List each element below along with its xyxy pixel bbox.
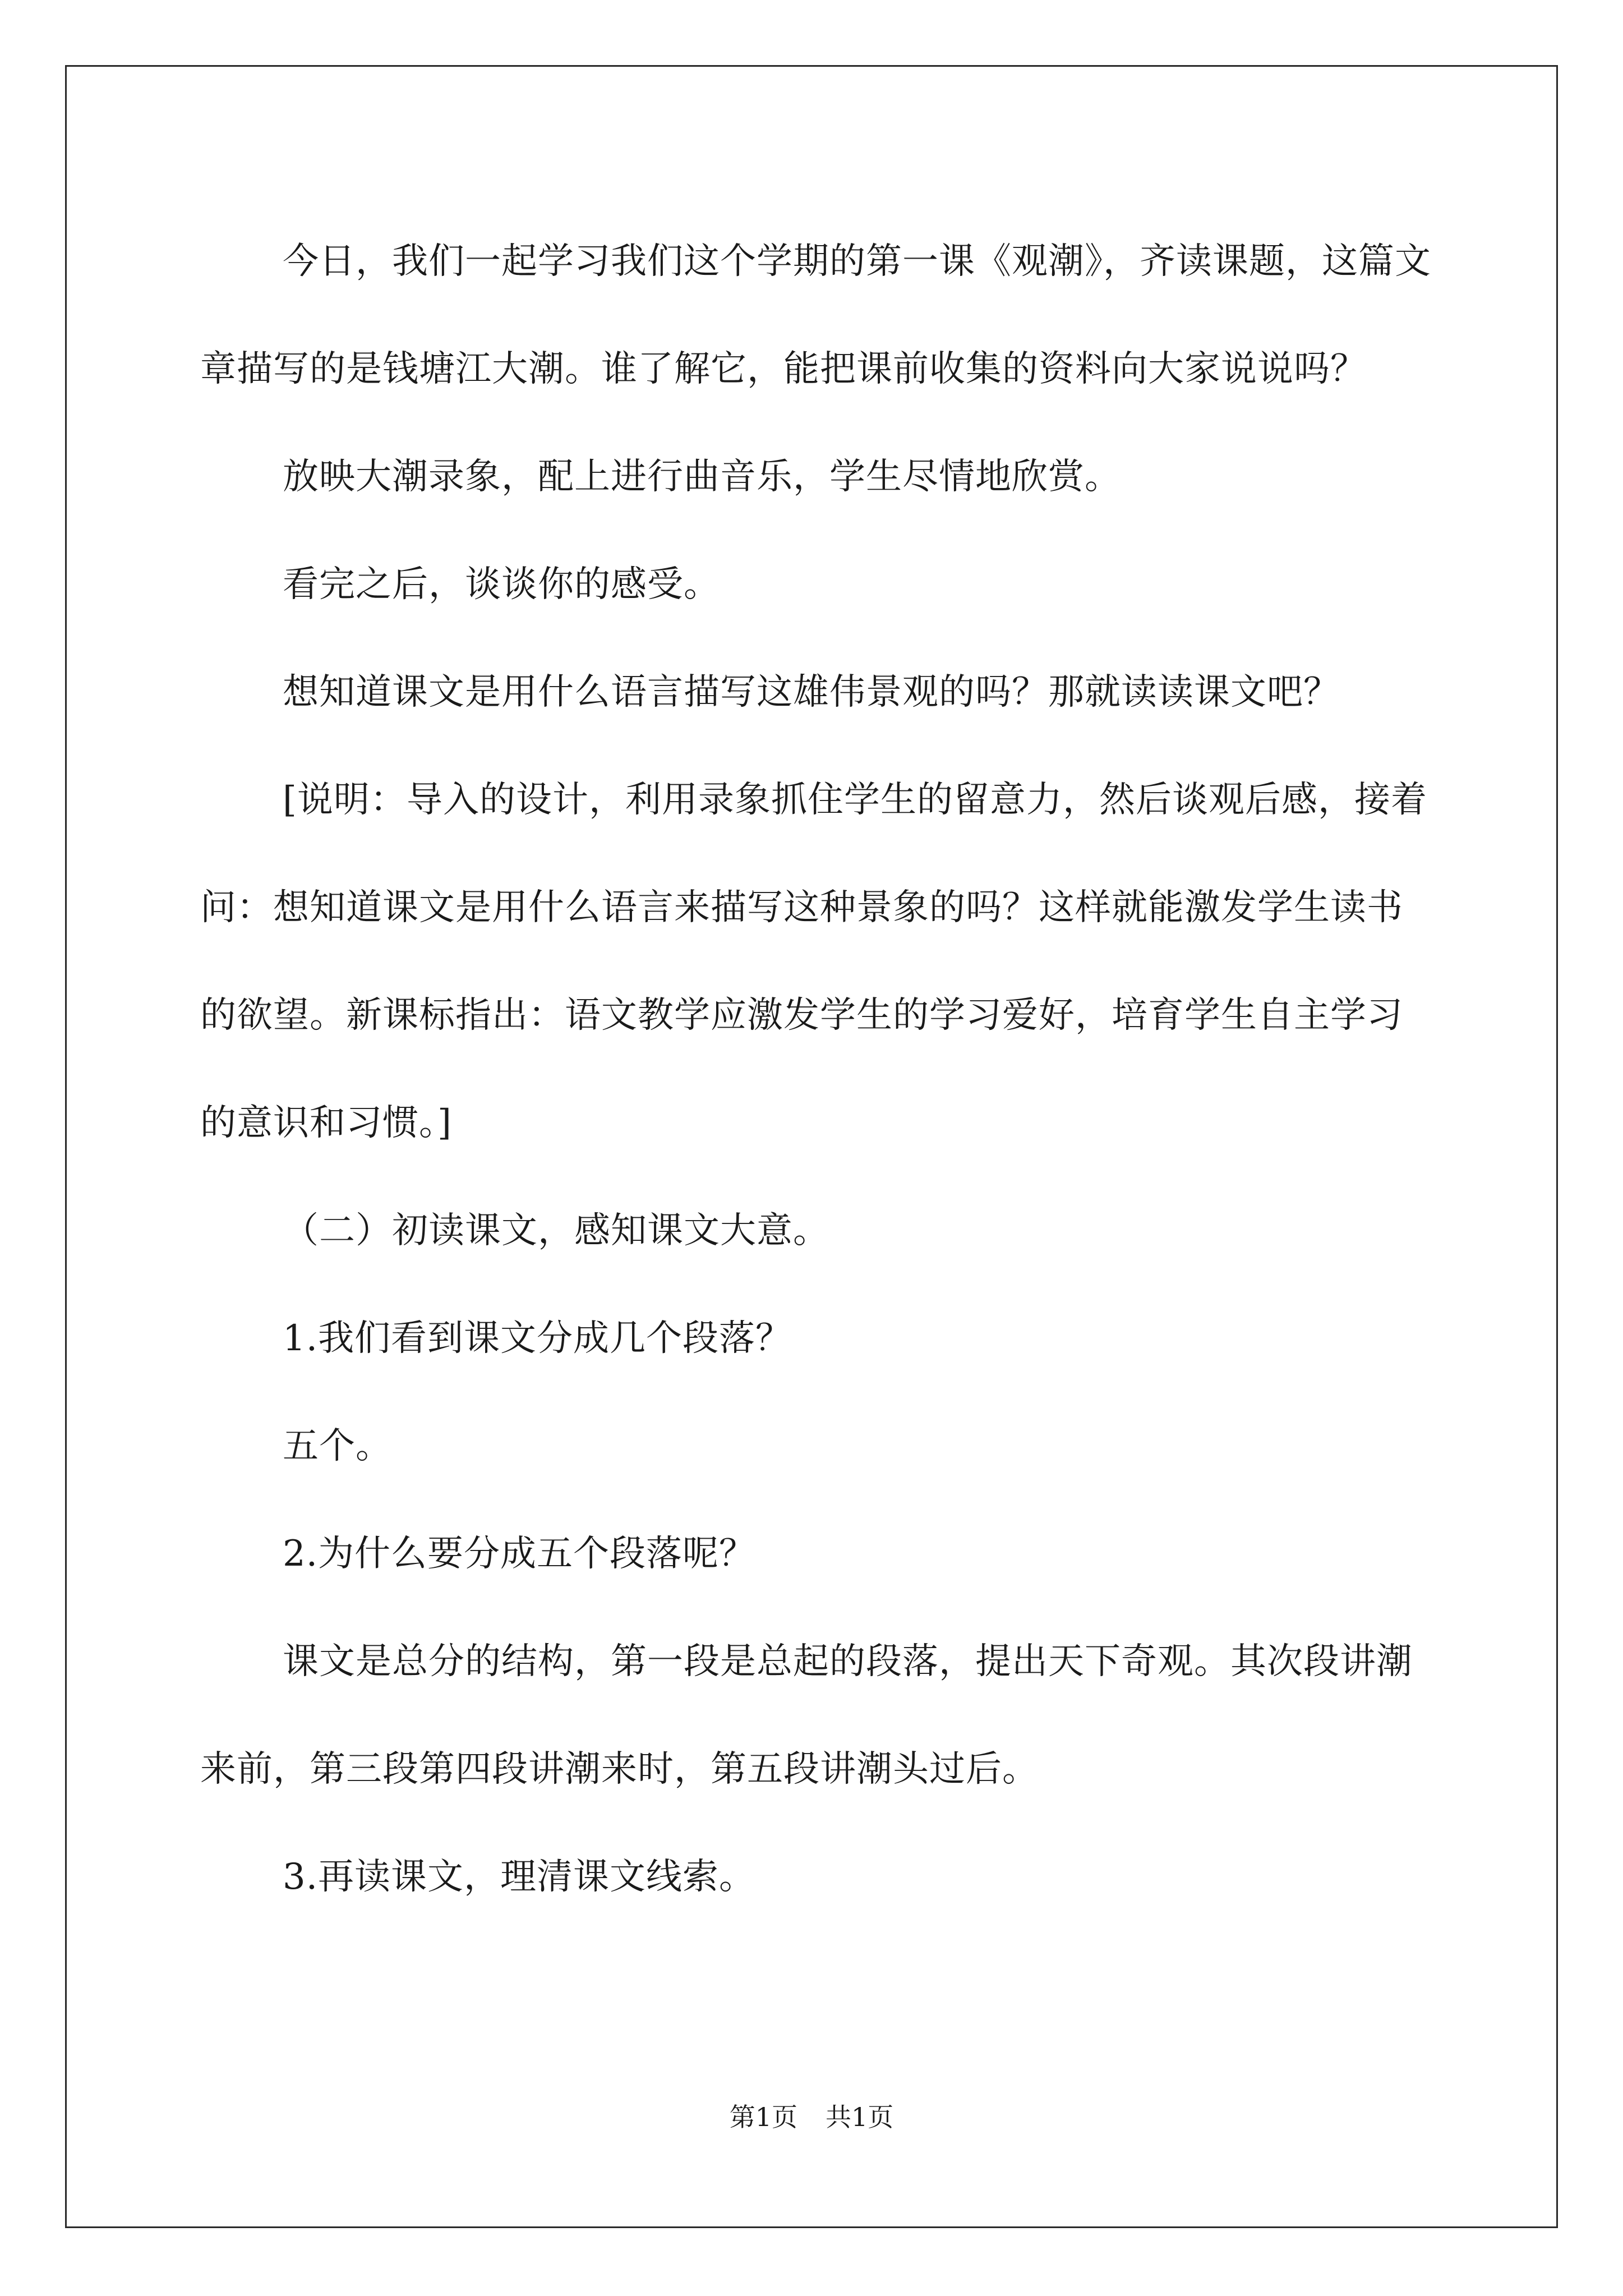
list-item-2: 2.为什么要分成五个段落呢？ [283, 1533, 756, 1575]
section-heading-two: （二）初读课文，感知课文大意。 [283, 1210, 829, 1251]
paragraph-video: 放映大潮录象，配上进行曲音乐，学生尽情地欣赏。 [283, 456, 1121, 498]
answer-2: 课文是总分的结构，第一段是总起的段落，提出天下奇观。其次段讲潮来前，第三段第四段讲潮来时，第五段讲潮头过后。 [200, 1641, 1413, 1790]
paragraph-feelings: 看完之后，谈谈你的感受。 [283, 564, 720, 605]
paragraph-note: [说明：导入的设计，利用录象抓住学生的留意力，然后谈观后感，接着问：想知道课文是用什么语言来描写这种景象的吗？这样就能激发学生读书的欲望。新课标指出：语文教学应激发学生的学习爱好，培育学生自主学习的意识和习惯。] [200, 779, 1427, 1144]
list-item-1: 1.我们看到课文分成几个段落？ [283, 1318, 792, 1359]
paragraph-intro: 今日，我们一起学习我们这个学期的第一课《观潮》，齐读课题，这篇文章描写的是钱塘江大潮。谁了解它，能把课前收集的资料向大家说说吗？ [200, 241, 1431, 390]
paragraph-question: 想知道课文是用什么语言描写这雄伟景观的吗？那就读读课文吧？ [283, 671, 1340, 713]
page-number: 第1页 [729, 2102, 797, 2132]
list-item-3: 3.再读课文，理清课文线索。 [283, 1856, 756, 1898]
page-total: 共1页 [826, 2102, 894, 2132]
page-footer [0, 2097, 1623, 2134]
answer-1: 五个。 [283, 1425, 392, 1467]
document-body [200, 208, 1434, 1931]
